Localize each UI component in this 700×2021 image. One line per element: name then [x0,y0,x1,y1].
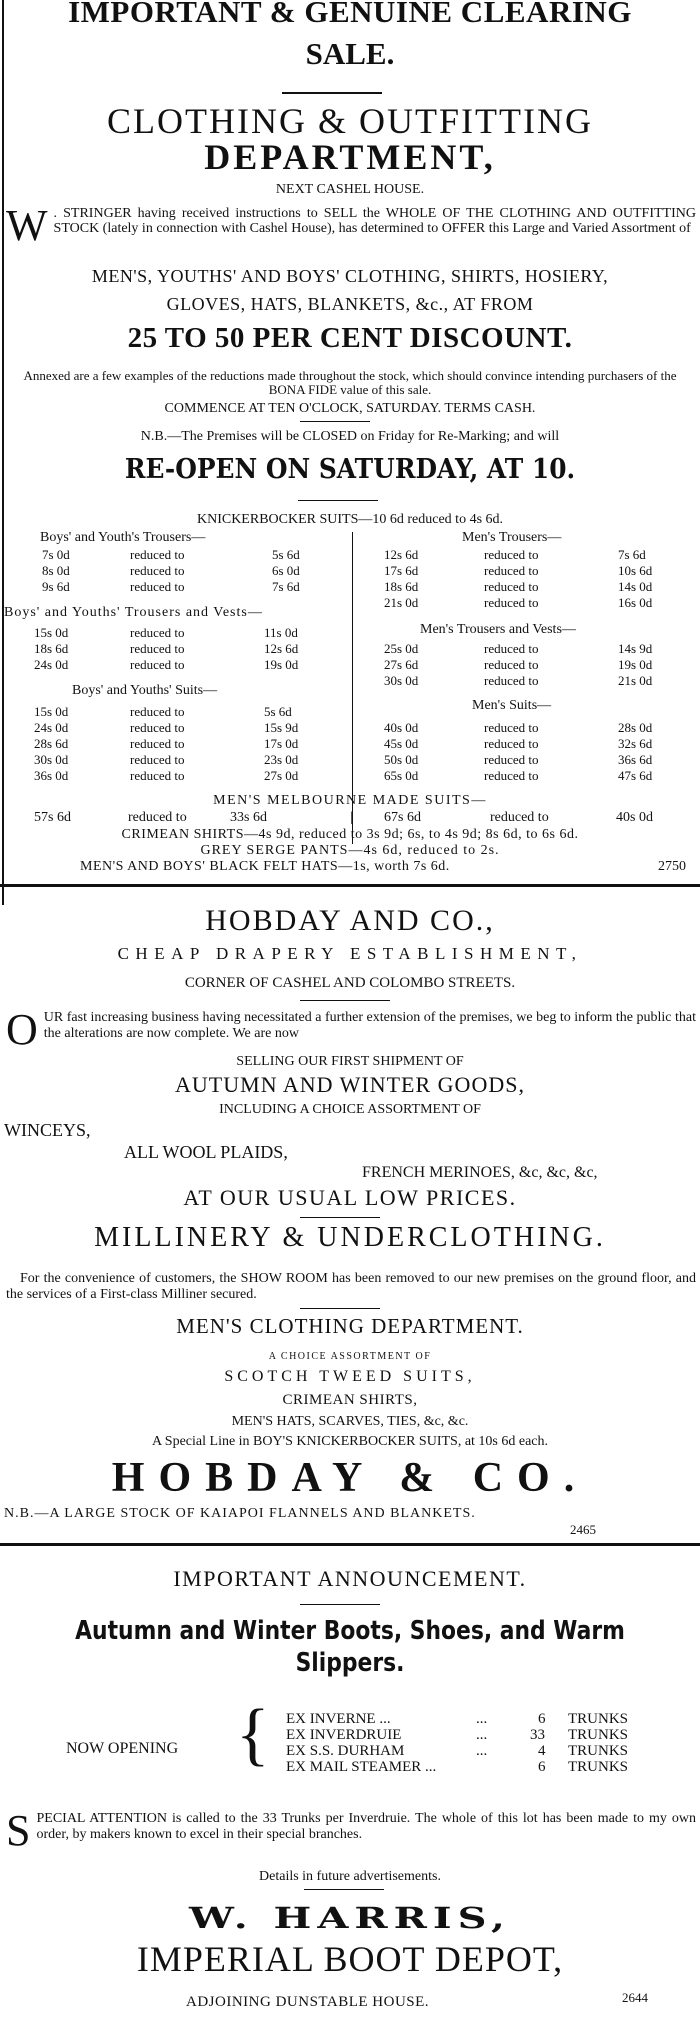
ad1-crimean: CRIMEAN SHIRTS—4s 9d, reduced to 3s 9d; 6s, to 4s 9d; 8s 6d, to 6s 6d. [121,827,579,842]
ad3-adjoining: ADJOINING DUNSTABLE HOUSE. [186,1994,430,2010]
ad2-merinoes: FRENCH MERINOES, &c, &c, &c, [362,1164,598,1181]
ad1-reopen: RE-OPEN ON SATURDAY, AT 10. [124,454,576,485]
ad3-depot: IMPERIAL BOOT DEPOT, [136,1939,564,1979]
ad2-plaids: ALL WOOL PLAIDS, [124,1142,288,1162]
divider [282,92,382,94]
right-group-title: Men's Trousers and Vests— [420,622,576,637]
ad2-autumn-goods: AUTUMN AND WINTER GOODS, [175,1072,525,1097]
ad2-nb: N.B.—A LARGE STOCK OF KAIAPOI FLANNELS AND BLANKETS. [4,1506,476,1521]
divider [298,500,378,501]
ad3-special-text: PECIAL ATTENTION is called to the 33 Trunks per Inverdruie. The whole of this lot has been made to my own order, by makers known to excel in their special branches. [36,1811,696,1842]
ad3-brand: W. HARRIS, [189,1901,511,1936]
ad2-ref-number: 2465 [570,1522,596,1537]
ad1-intro-text: . STRINGER having received instructions to SELL the WHOLE OF THE CLOTHING AND OUTFITTING STOCK (lately in connection with Cashel House), has determined to OFFER this Large and Varied Assortment of [53,206,696,236]
ad1-melbourne-title: MEN'S MELBOURNE MADE SUITS— [213,793,487,808]
ad2-intro-text: UR fast increasing business having necessitated a further extension of the premises, we beg to inform the public that the alterations are now complete. We are now [43,1010,696,1041]
ad3-slippers: Slippers. [295,1648,405,1678]
ad1-grey-serge: GREY SERGE PANTS—4s 6d, reduced to 2s. [200,843,500,858]
ad2-millinery: MILLINERY & UNDERCLOTHING. [94,1222,606,1253]
ad1-nb: N.B.—The Premises will be CLOSED on Friday for Re-Marking; and will [140,429,560,444]
divider [300,1308,380,1309]
left-group-title: Boys' and Youths' Suits— [72,683,218,698]
ad1-location: NEXT CASHEL HOUSE. [275,182,425,197]
drop-cap: S [6,1806,31,1855]
ad2-choice: A CHOICE ASSORTMENT OF [268,1351,432,1362]
right-group-title: Men's Trousers— [462,530,562,545]
ad1-department-subtitle: DEPARTMENT, [204,137,496,177]
divider [304,1889,384,1890]
ad1-intro [6,201,696,250]
ad2-convenience: For the convenience of customers, the SHOW ROOM has been removed to our new premises on the ground floor, and the services of a First-class Milliner secured. [6,1271,696,1302]
newspaper-page: IMPORTANT & GENUINE CLEARING SALE. CLOTHING & OUTFITTING DEPARTMENT, NEXT CASHEL HOUSE. W . STRINGER having received instructions to SELL the WHOLE OF THE CLOTHING AND OUTFITTING STOCK (lately in connection with Cashel House), has determined to OFFER this Large and Varied Assortment of MEN'S, YOUTHS' AND BOYS' CLOTHING, SHIRTS, HOSIERY, GLOVES, HATS, BLANKETS, &c., AT FROM 25 TO 50 PER CENT DISCOUNT. Annexed are a few examples of the reductions made throughout the stock, which should convince intending purchasers of the BONA FIDE value of this sale. COMMENCE AT TEN O'CLOCK, SATURDAY. TERMS CASH. N.B.—The Premises will be CLOSED on Friday for Re-Marking; and will RE-OPEN ON SATURDAY, AT 10. KNICKERBOCKER SUITS—10 6d reduced to 4s 6d. Boys' and Youth's Trousers— 7s 0d reduced to 5s 6d 8s 0d reduced to 6s 0d 9s 6d reduced to 7s 6d Boys' and Youths' Trousers and Vests— 15s 0d reduced to 11s 0d 18s 6d reduced to 12s 6d 24s 0d reduced to 19s 0d Boys' and Youths' Suits— 15s 0d reduced to 5s 6d 24s 0d reduced to 15s 9d 28s 6d reduced to 17s 0d 30s 0d reduced to 23s 0d 36s 0d reduced to 27s 0d Men's Trousers— 12s 6d reduced to 7s 6d 17s 6d reduced to 10s 6d 18s 6d reduced to 14s 0d 21s 0d reduced to 16s 0d Men's Trousers and Vests— 25s 0d reduced to 14s 9d 27s 6d reduced to 19s 0d 30s 0d reduced to 21s 0d Men's Suits— 40s 0d reduced to 28s 0d 45s 0d reduced to 32s 6d 50s 0d reduced to 36s 6d 65s 0d reduced to 47s 6d MEN'S MELBOURNE MADE SUITS— 57s 6d reduced to 33s 6d | 67s 6d reduced to 40s 0d CRIMEAN SHIRTS—4s 9d, reduced to 3s 9d; 6s, to 4s 9d; 8s 6d, to 6s 6d. GREY SERGE PANTS—4s 6d, reduced to 2s. MEN'S AND BOYS' BLACK FELT HATS—1s, worth 7s 6d. 2750 HOBDAY AND CO., CHEAP DRAPERY ESTABLISHMENT, CORNER OF CASHEL AND COLOMBO STREETS. OUR fast increasing business having necessitated a further extension of the premises, we beg to inform the public that the alterations are now complete. We are now SELLING OUR FIRST SHIPMENT OF AUTUMN AND WINTER GOODS, INCLUDING A CHOICE ASSORTMENT OF WINCEYS, ALL WOOL PLAIDS, FRENCH MERINOES, &c, &c, &c, AT OUR USUAL LOW PRICES. MILLINERY & UNDERCLOTHING. For the convenience of customers, the SHOW ROOM has been removed to our new premises on the ground floor, and the services of a First-class Milliner secured. MEN'S CLOTHING DEPARTMENT. A CHOICE ASSORTMENT OF SCOTCH TWEED SUITS, CRIMEAN SHIRTS, MEN'S HATS, SCARVES, TIES, &c, &c. A Special Line in BOY'S KNICKERBOCKER SUITS, at 10s 6d each. HOBDAY & CO. N.B.—A LARGE STOCK OF KAIAPOI FLANNELS AND BLANKETS. 2465 IMPORTANT ANNOUNCEMENT. Autumn and Winter Boots, Shoes, and Warm Slippers. NOW OPENING { EX INVERNE ... ... 6 TRUNKS EX INVERDRUIE ... 33 TRUNKS EX S.S. DURHAM ... 4 TRUNKS EX MAIL STEAMER ... 6 TRUNKS SPECIAL ATTENTION is called to the 33 Trunks per Inverdruie. The whole of this lot has been made to my own order, by makers known to excel in their special branches. Details in future advertisements. W. HARRIS, IMPERIAL BOOT DEPOT, ADJOINING DUNSTABLE HOUSE. 2644 [0,0,700,2021]
ad1-commence: COMMENCE AT TEN O'CLOCK, SATURDAY. TERMS CASH. [164,401,536,416]
ad2-address: CORNER OF CASHEL AND COLOMBO STREETS. [184,975,516,991]
right-group-title: Men's Suits— [472,698,552,713]
ad2-winceys: WINCEYS, [4,1120,91,1140]
brace-icon: { [236,1696,270,1773]
ad-separator [0,884,700,887]
ad3-ref-number: 2644 [622,1990,648,2005]
divider [300,1000,390,1001]
ad3-boots-headline: Autumn and Winter Boots, Shoes, and Warm [75,1616,625,1646]
left-group-title: Boys' and Youth's Trousers— [40,530,206,545]
ad3-special-attention [6,1806,696,1855]
ad1-goods-line1: MEN'S, YOUTHS' AND BOYS' CLOTHING, SHIRTS, HOSIERY, [91,266,609,286]
ad1-headline-sale: SALE. [305,36,395,71]
ad1-goods-line2: GLOVES, HATS, BLANKETS, &c., AT FROM [166,294,534,314]
ad1-ref-number: 2750 [658,859,686,874]
ad-separator [0,1543,700,1546]
drop-cap: W [6,201,48,250]
ad3-details: Details in future advertisements. [259,1869,441,1884]
ad1-department-title: CLOTHING & OUTFITTING [107,101,593,141]
ad2-low-prices: AT OUR USUAL LOW PRICES. [183,1185,517,1210]
ad1-headline: IMPORTANT & GENUINE CLEARING [68,0,632,29]
divider [300,1604,380,1605]
ad1-annexed: Annexed are a few examples of the reductions made throughout the stock, which should convince intending purchasers of the BONA FIDE value of this sale. [23,368,677,397]
ad1-felt-hats: MEN'S AND BOYS' BLACK FELT HATS—1s, worth 7s 6d. [80,859,450,874]
ad2-special-line: A Special Line in BOY'S KNICKERBOCKER SUITS, at 10s 6d each. [151,1434,549,1449]
ad1-discount: 25 TO 50 PER CENT DISCOUNT. [127,322,573,354]
ad2-selling: SELLING OUR FIRST SHIPMENT OF [236,1054,464,1069]
ad2-intro [6,1005,696,1054]
ad2-crimean-shirts: CRIMEAN SHIRTS, [282,1392,418,1408]
ad2-including: INCLUDING A CHOICE ASSORTMENT OF [219,1102,481,1117]
ad2-title: HOBDAY AND CO., [205,904,495,937]
ad2-brand: HOBDAY & CO. [111,1455,589,1501]
ad3-now-opening: NOW OPENING [66,1740,179,1757]
drop-cap: O [6,1005,38,1054]
ad2-scotch-suits: SCOTCH TWEED SUITS, [224,1368,476,1385]
ad2-mens-department: MEN'S CLOTHING DEPARTMENT. [176,1314,524,1338]
left-group-title: Boys' and Youths' Trousers and Vests— [4,605,263,620]
ad2-subtitle: CHEAP DRAPERY ESTABLISHMENT, [117,944,583,963]
divider [300,1217,380,1218]
ad3-announcement: IMPORTANT ANNOUNCEMENT. [173,1566,527,1591]
divider [300,421,370,422]
ad1-knickerbocker: KNICKERBOCKER SUITS—10 6d reduced to 4s 6d. [196,512,504,527]
ad2-mens-hats: MEN'S HATS, SCARVES, TIES, &c, &c. [231,1414,469,1429]
